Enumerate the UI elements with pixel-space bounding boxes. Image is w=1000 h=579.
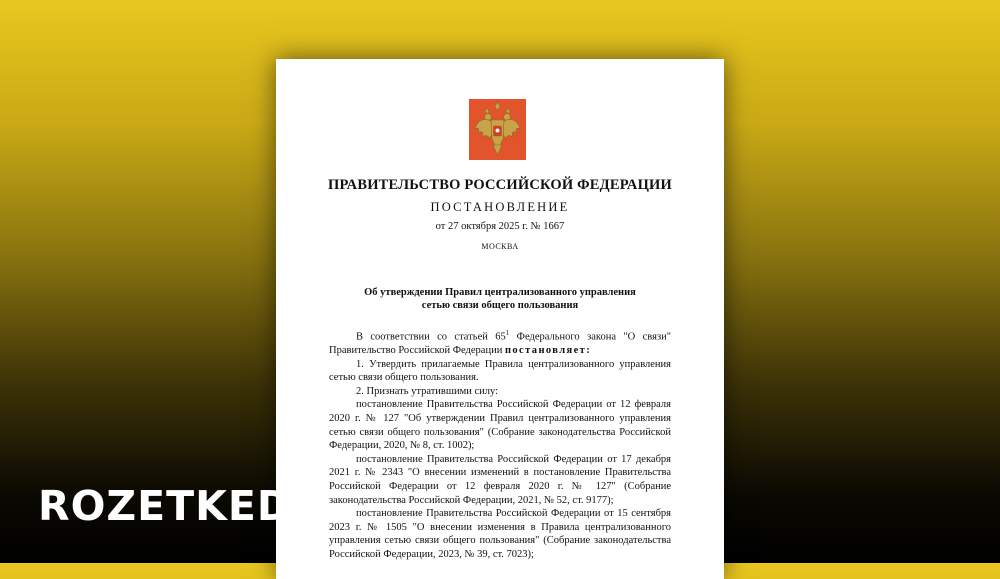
document-city: МОСКВА: [481, 242, 519, 251]
resolves-keyword: постановляет:: [504, 345, 592, 357]
paragraph-repealed-2: постановление Правительства Российской Федерации от 17 декабря 2021 г. № 2343 "О внесении изменений в постановление Правительства Российской Федерации от 12 февраля 2020 г. № 127" (Собрание законодательства Российской Федерации, 2021, № 52, ст. 9177);: [329, 453, 671, 506]
document-title-line-2: сетью связи общего пользования: [421, 300, 579, 311]
document-page: [276, 59, 724, 579]
article-superscript: 1: [505, 329, 510, 337]
document-title: [336, 286, 664, 312]
double-headed-eagle-icon: [469, 99, 526, 160]
paragraph-repealed-1: постановление Правительства Российской Федерации от 12 февраля 2020 г. № 127 "Об утверждении Правил централизованного управления сетью связи общего пользования" (Собрание законодательства Российской Федерации, 2020, № 8, ст. 1002);: [329, 399, 671, 452]
paragraph-item-1: 1. Утвердить прилагаемые Правила централизованного управления сетью связи общего пользования.: [329, 358, 671, 384]
document-type: ПОСТАНОВЛЕНИЕ: [430, 200, 570, 214]
preamble-text-b: Федерального закона "О связи" Правительство Российской Федерации: [329, 331, 672, 357]
preamble-text-a: В соответствии со статьей 65: [356, 331, 506, 343]
document-body: [329, 327, 671, 562]
paragraph-preamble: [329, 327, 671, 358]
document-title-line-1: Об утверждении Правил централизованного управления: [364, 287, 636, 298]
document-date-number: от 27 октября 2025 г. № 1667: [435, 221, 565, 232]
government-header: ПРАВИТЕЛЬСТВО РОССИЙСКОЙ ФЕДЕРАЦИИ: [327, 177, 673, 193]
coat-of-arms-emblem: [469, 99, 526, 160]
paragraph-item-2: 2. Признать утратившими силу:: [356, 385, 499, 397]
paragraph-repealed-3: постановление Правительства Российской Федерации от 15 сентября 2023 г. № 1505 "О внесении изменения в Правила централизованного управления сетью связи общего пользования" (Собрание законодательства Российской Федерации, 2023, № 39, ст. 7023);: [329, 508, 671, 560]
rozetked-logo: ROZETKED: [38, 482, 292, 530]
